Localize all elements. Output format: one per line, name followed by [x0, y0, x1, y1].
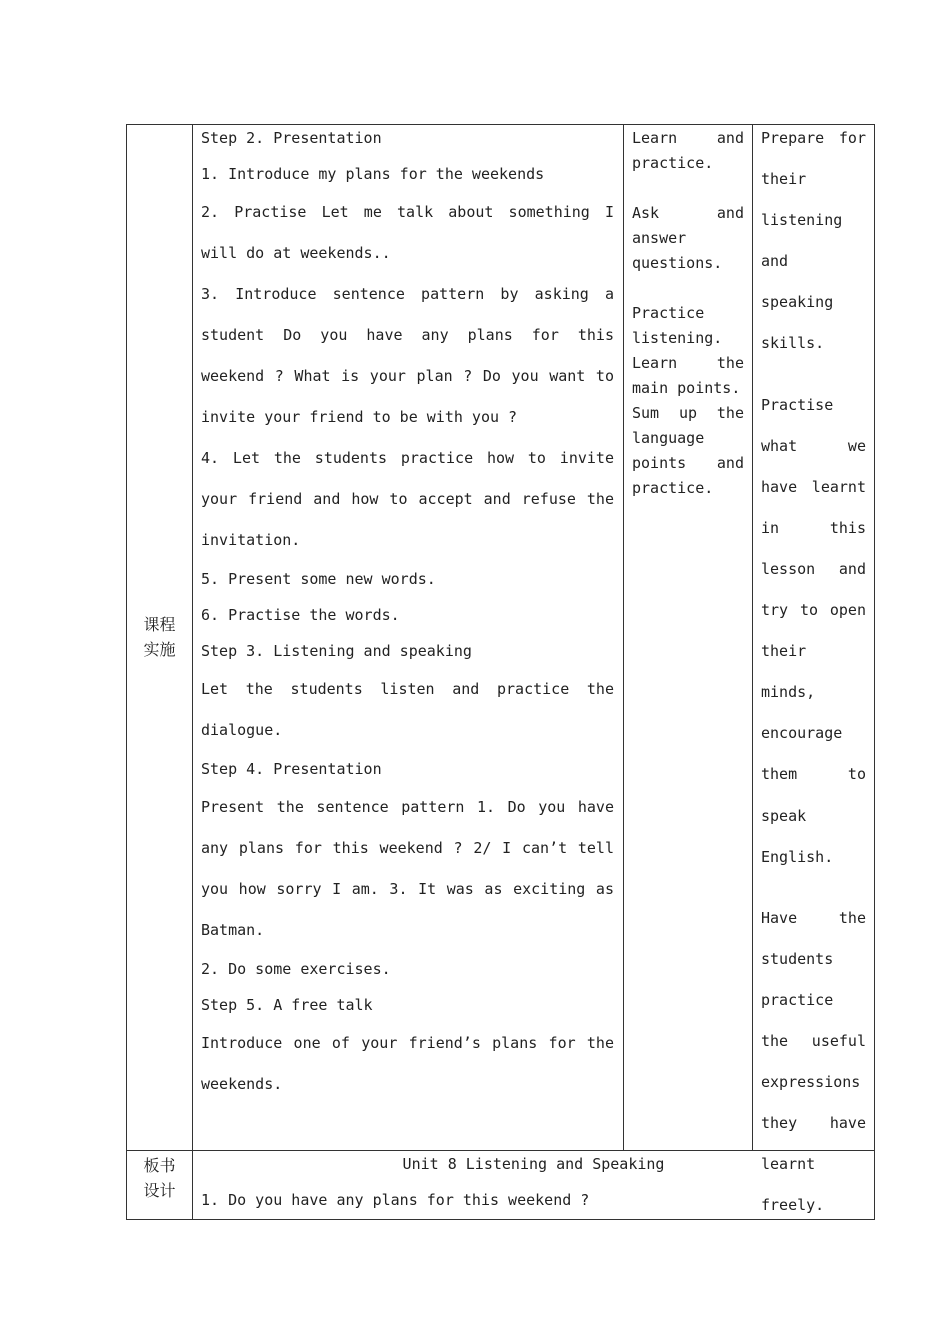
implementation-label	[127, 612, 192, 662]
board-design-label-line2: 设计	[143, 1181, 176, 1200]
content-item: Introduce one of your friend’s plans for the weekends.	[201, 1034, 614, 1093]
purpose-item: Prepare for their listening and speaking skills.	[761, 129, 866, 353]
activity-item: Sum up the language points and practice.	[632, 404, 744, 497]
teaching-purposes	[761, 118, 866, 1226]
column-divider-label	[192, 124, 193, 1220]
purpose-item: Have the students practice the useful expressions they have learnt freely.	[761, 908, 866, 1215]
content-item: Let the students listen and practice the dialogue.	[201, 680, 614, 739]
activity-item: Learn and practice.	[632, 129, 744, 172]
board-item: 1. Do you have any plans for this weekend ?	[201, 1191, 590, 1209]
step2-heading: Step 2. Presentation	[201, 129, 382, 147]
board-title: Unit 8 Listening and Speaking	[402, 1155, 665, 1173]
content-item: Present the sentence pattern 1. Do you have any plans for this weekend ? 2/ I can’t tell you how sorry I am. 3. It was as exciting as Batman.	[201, 798, 614, 939]
content-item: 5. Present some new words.	[201, 570, 436, 588]
activity-item: Ask and answer questions.	[632, 204, 744, 272]
column-divider-activities	[623, 124, 624, 1151]
step4-heading: Step 4. Presentation	[201, 760, 382, 778]
implementation-label-line1: 课程	[143, 615, 176, 634]
board-design-label	[127, 1153, 192, 1203]
activity-item: Learn the main points.	[632, 354, 744, 397]
activity-item: Practice listening.	[632, 304, 723, 347]
content-item: 4. Let the students practice how to invite your friend and how to accept and refuse the invitation.	[201, 449, 614, 549]
implementation-label-line2: 实施	[143, 640, 176, 659]
column-divider-purposes	[752, 124, 753, 1151]
step3-heading: Step 3. Listening and speaking	[201, 642, 472, 660]
content-item: 6. Practise the words.	[201, 606, 400, 624]
content-item: 2. Do some exercises.	[201, 960, 391, 978]
step5-heading: Step 5. A free talk	[201, 996, 373, 1014]
student-activities	[632, 126, 744, 501]
implementation-content	[201, 120, 614, 1105]
board-design-label-line1: 板书	[143, 1156, 176, 1175]
content-item: 3. Introduce sentence pattern by asking a student Do you have any plans for this weekend ? What is your plan ? Do you want to invite your friend to be with you ?	[201, 285, 614, 426]
content-item: 1. Introduce my plans for the weekends	[201, 165, 545, 183]
board-design-content	[201, 1152, 866, 1212]
purpose-item: Practise what we have learnt in this lesson and try to open their minds, encourage them to speak English.	[761, 395, 866, 866]
content-item: 2. Practise Let me talk about something I will do at weekends..	[201, 203, 614, 262]
